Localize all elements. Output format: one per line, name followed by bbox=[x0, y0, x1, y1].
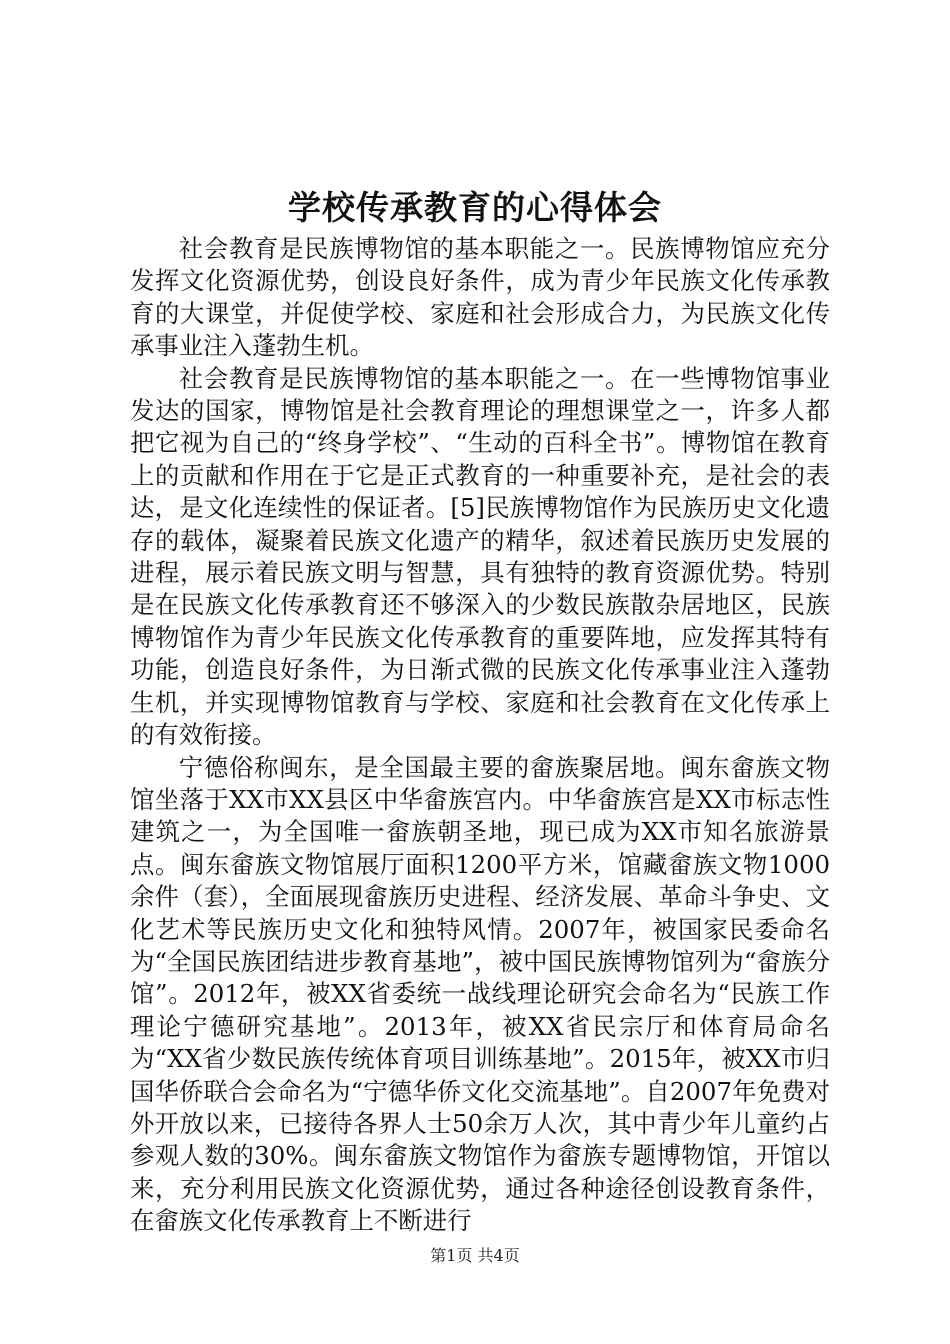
page-footer: 第1页 共4页 bbox=[430, 1246, 520, 1265]
paragraph-1: 社会教育是民族博物馆的基本职能之一。民族博物馆应充分发挥文化资源优势，创设良好条件，成为青少年民族文化传承教育的大课堂，并促使学校、家庭和社会形成合力，为民族文化传承事业注入蓬勃生机。 bbox=[130, 234, 830, 361]
paragraph-2: 社会教育是民族博物馆的基本职能之一。在一些博物馆事业发达的国家，博物馆是社会教育理论的理想课堂之一，许多人都把它视为自己的“终身学校”、“生动的百科全书”。博物馆在教育上的贡献和作用在于它是正式教育的一种重要补充，是社会的表达，是文化连续性的保证者。[5]民族博物馆作为民族历史文化遗存的载体，凝聚着民族文化遗产的精华，叙述着民族历史发展的进程，展示着民族文明与智慧，具有独特的教育资源优势。特别是在民族文化传承教育还不够深入的少数民族散杂居地区，民族博物馆作为青少年民族文化传承教育的重要阵地，应发挥其特有功能，创造良好条件，为日渐式微的民族文化传承事业注入蓬勃生机，并实现博物馆教育与学校、家庭和社会教育在文化传承上的有效衔接。 bbox=[130, 363, 830, 750]
page-title: 学校传承教育的心得体会 bbox=[288, 188, 662, 227]
paragraph-3: 宁德俗称闽东，是全国最主要的畲族聚居地。闽东畲族文物馆坐落于XX市XX县区中华畲族宫内。中华畲族宫是XX市标志性建筑之一，为全国唯一畲族朝圣地，现已成为XX市知名旅游景点。闽东畲族文物馆展厅面积1200平方米，馆藏畲族文物1000余件（套），全面展现畲族历史进程、经济发展、革命斗争史、文化艺术等民族历史文化和独特风情。2007年，被国家民委命名为“全国民族团结进步教育基地”，被中国民族博物馆列为“畲族分馆”。2012年，被XX省委统一战线理论研究会命名为“民族工作理论宁德研究基地”。2013年，被XX省民宗厅和体育局命名为“XX省少数民族传统体育项目训练基地”。2015年，被XX市归国华侨联合会命名为“宁德华侨文化交流基地”。自2007年免费对外开放以来，已接待各界人士50余万人次，其中青少年儿童约占参观人数的30%。闽东畲族文物馆作为畲族专题博物馆，开馆以来，充分利用民族文化资源优势，通过各种途径创设教育条件，在畲族文化传承教育上不断进行 bbox=[130, 752, 830, 1236]
document-body bbox=[130, 233, 830, 1238]
